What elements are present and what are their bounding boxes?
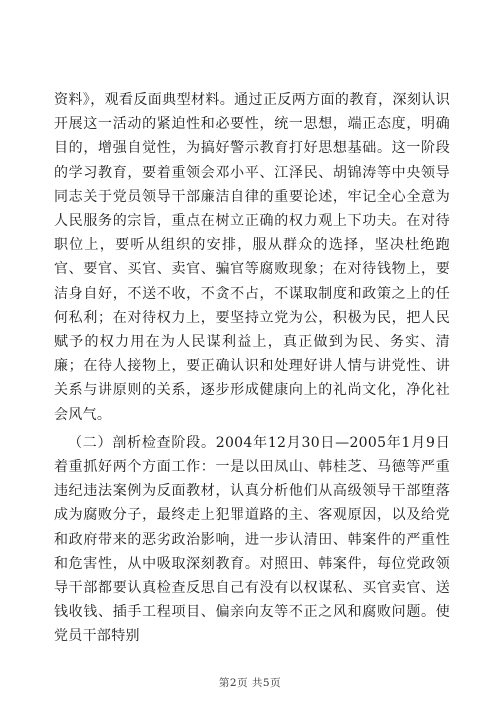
paragraph-review-stage: （二）剖析检查阶段。2004年12月30日—2005年1月9日着重抓好两个方面工作：一是以田凤山、韩桂芝、马德等严重违纪违法案例为反面教材，认真分析他们从高级领导干部堕落成为腐败分子，最终走上犯罪道路的主、客观原因，以及给党和政府带来的恶劣政治影响，进一步认清田、韩案件的严重性和危害性，从中吸取深刻教育。对照田、韩案件，每位党政领导干部都要认真检查反思自己有没有以权谋私、买官卖官、送钱收钱、插手工程项目、偏亲向友等不正之风和腐败问题。使党员干部特别: [54, 434, 450, 645]
paragraph-study-stage: 资料》，观看反面典型材料。通过正反两方面的教育，深刻认识开展这一活动的紧迫性和必要性，统一思想，端正态度，明确目的，增强自觉性，为搞好警示教育打好思想基础。这一阶段的学习教育，要着重领会邓小平、江泽民、胡锦涛等中央领导同志关于党员领导干部廉洁自律的重要论述，牢记全心全意为人民服务的宗旨，重点在树立正确的权力观上下功夫。在对待职位上，要听从组织的安排，服从群众的选择，坚决杜绝跑官、要官、买官、卖官、骗官等腐败现象；在对待钱物上，要洁身自好，不送不收，不贪不占，不谋取制度和政策之上的任何私利；在对待权力上，要坚持立党为公，积极为民，把人民赋予的权力用在为人民谋利益上，真正做到为民、务实、清廉；在待人接物上，要正确认识和处理好讲人情与讲党性、讲关系与讲原则的关系，逐步形成健康向上的礼尚文化，净化社会风气。: [54, 92, 450, 423]
page-number-footer: 第2页 共5页: [218, 677, 282, 689]
body-text: [54, 88, 450, 649]
